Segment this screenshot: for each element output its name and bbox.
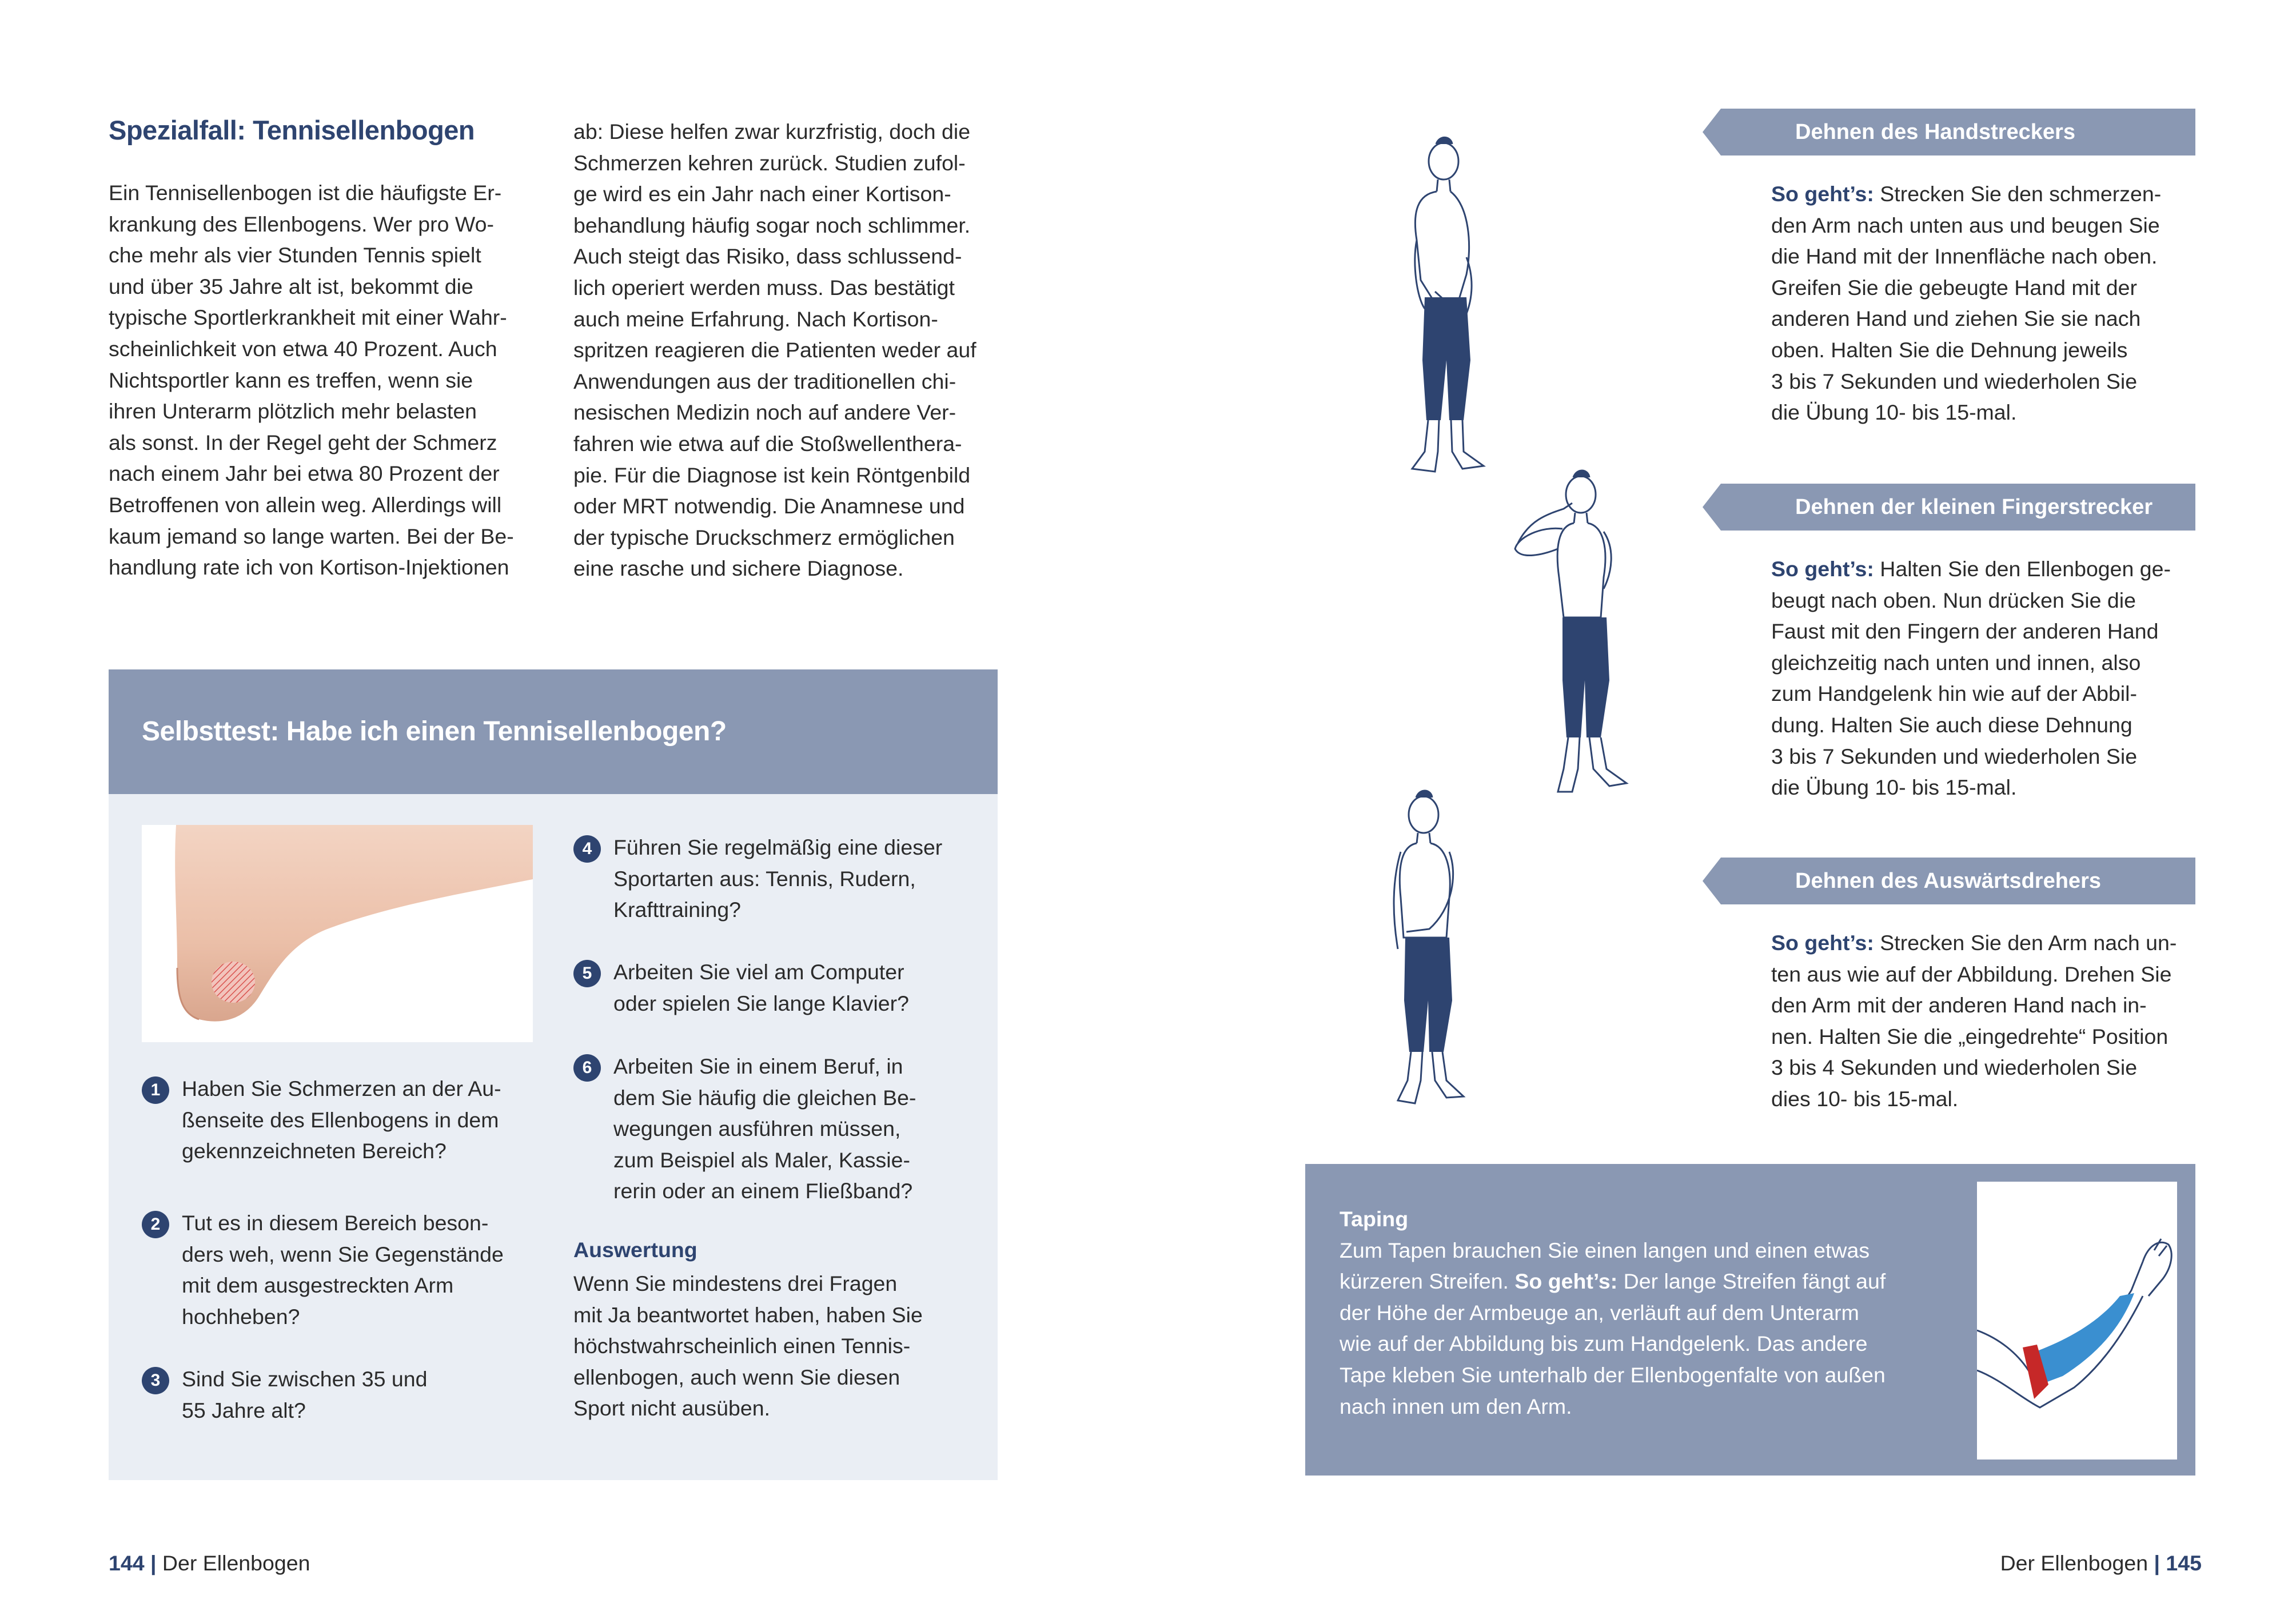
exercise-line-rest: Halten Sie den Ellenbogen ge-	[1874, 557, 2171, 581]
taping-title: Taping	[1340, 1207, 1409, 1231]
exercise-line: die Hand mit der Innenfläche nach oben.	[1771, 244, 2158, 269]
exercise-text-2	[1771, 553, 2217, 803]
body-line: Ein Tennisellenbogen ist die häufigste Er-	[109, 181, 502, 205]
question-line: zum Beispiel als Maler, Kassie-	[613, 1147, 910, 1172]
taping-line-2-post: Der lange Streifen fängt auf	[1617, 1269, 1886, 1294]
body-line: typische Sportlerkrankheit mit einer Wahr-	[109, 305, 507, 330]
taping-line: wie auf der Abbildung bis zum Handgelenk. Das andere	[1340, 1331, 1868, 1356]
taping-illustration	[1977, 1182, 2177, 1460]
question-line: ders weh, wenn Sie Gegenstände	[182, 1242, 504, 1266]
taping-so-gehts: So geht’s:	[1514, 1269, 1618, 1294]
exercise-line: 3 bis 4 Sekunden und wiederholen Sie	[1771, 1055, 2138, 1080]
exercise-line	[1771, 553, 2217, 585]
question-line: Sportarten aus: Tennis, Rudern,	[613, 866, 916, 891]
body-line: ab: Diese helfen zwar kurzfristig, doch die	[573, 119, 971, 143]
footer-left	[109, 1551, 310, 1576]
exercise-line: Faust mit den Fingern der anderen Hand	[1771, 619, 2159, 644]
exercise-line	[1771, 178, 2217, 210]
body-line: Auch steigt das Risiko, dass schlussend-	[573, 244, 962, 269]
body-line: scheinlichkeit von etwa 40 Prozent. Auch	[109, 336, 497, 361]
body-line: auch meine Erfahrung. Nach Kortison-	[573, 306, 938, 331]
page-number-right: 145	[2166, 1551, 2202, 1575]
question-text	[613, 1051, 979, 1207]
question-item	[142, 1207, 553, 1339]
exercise-text-3	[1771, 927, 2217, 1115]
body-line: fahren wie etwa auf die Stoßwellenthera-	[573, 431, 962, 456]
exercise-text-1	[1771, 178, 2217, 428]
question-item	[573, 1051, 985, 1214]
question-line: Tut es in diesem Bereich beson-	[182, 1211, 489, 1235]
exercise-tag-2: Dehnen der kleinen Fingerstrecker	[1721, 484, 2195, 531]
footer-right	[2000, 1551, 2202, 1576]
auswertung-line: ellenbogen, auch wenn Sie diesen	[573, 1365, 900, 1389]
exercise-line: 3 bis 7 Sekunden und wiederholen Sie	[1771, 744, 2138, 768]
question-line: dem Sie häufig die gleichen Be-	[613, 1085, 916, 1110]
taping-line: nach innen um den Arm.	[1340, 1394, 1572, 1418]
question-line: wegungen ausführen müssen,	[613, 1116, 901, 1141]
question-number-badge: 4	[573, 835, 601, 863]
question-number-badge: 6	[573, 1054, 601, 1082]
body-column-2	[573, 116, 1014, 584]
auswertung-title: Auswertung	[573, 1238, 697, 1262]
elbow-photo	[142, 825, 533, 1042]
body-line: nach einem Jahr bei etwa 80 Prozent der	[109, 461, 500, 486]
figure-handstrecker	[1372, 131, 1504, 486]
body-line: ihren Unterarm plötzlich mehr belasten	[109, 399, 477, 424]
body-line: oder MRT notwendig. Die Anamnese und	[573, 494, 965, 519]
selbsttest-title: Selbsttest: Habe ich einen Tennisellenbogen?	[142, 716, 727, 747]
question-line: Führen Sie regelmäßig eine dieser	[613, 835, 943, 859]
body-line: eine rasche und sichere Diagnose.	[573, 556, 904, 581]
footer-separator: |	[150, 1551, 157, 1575]
body-column-1	[109, 177, 543, 583]
body-line: Betroffenen von allein weg. Allerdings will	[109, 492, 502, 517]
question-item	[573, 832, 985, 932]
so-gehts-label: So geht’s:	[1771, 557, 1874, 581]
question-number-badge: 1	[142, 1076, 169, 1104]
body-line: ge wird es ein Jahr nach einer Kortison-	[573, 182, 951, 206]
taping-line-2-pre: kürzeren Streifen.	[1340, 1269, 1515, 1294]
pain-area-marker	[212, 962, 255, 1003]
auswertung-line: Sport nicht ausüben.	[573, 1396, 770, 1421]
page-number-left: 144	[109, 1551, 145, 1575]
question-number-badge: 2	[142, 1211, 169, 1238]
body-line: che mehr als vier Stunden Tennis spielt	[109, 243, 481, 268]
exercise-line-rest: Strecken Sie den schmerzen-	[1874, 182, 2162, 206]
question-line: ßenseite des Ellenbogens in dem	[182, 1107, 499, 1132]
figure-auswaertsdreher	[1366, 783, 1498, 1115]
question-text	[613, 956, 979, 1019]
body-line: Nichtsportler kann es treffen, wenn sie	[109, 368, 473, 392]
footer-chapter-left: Der Ellenbogen	[162, 1551, 310, 1575]
exercise-line: zum Handgelenk hin wie auf der Abbil-	[1771, 681, 2137, 706]
body-line: der typische Druckschmerz ermöglichen	[573, 525, 955, 549]
auswertung-line: Wenn Sie mindestens drei Fragen	[573, 1271, 898, 1295]
question-number-badge: 5	[573, 960, 601, 987]
question-line: Arbeiten Sie in einem Beruf, in	[613, 1054, 903, 1078]
body-line: als sonst. In der Regel geht der Schmerz	[109, 430, 497, 454]
body-line: handlung rate ich von Kortison-Injektionen	[109, 555, 509, 580]
so-gehts-label: So geht’s:	[1771, 182, 1874, 206]
exercise-line-rest: Strecken Sie den Arm nach un-	[1874, 931, 2177, 955]
body-line: nesischen Medizin noch auf andere Ver-	[573, 400, 956, 425]
body-line: lich operiert werden muss. Das bestätigt	[573, 275, 955, 300]
question-text	[182, 1207, 548, 1332]
body-line: kaum jemand so lange warten. Bei der Be-	[109, 524, 514, 548]
body-line: Anwendungen aus der traditionellen chi-	[573, 369, 956, 393]
question-line: rerin oder an einem Fließband?	[613, 1179, 913, 1203]
auswertung-text	[573, 1268, 974, 1424]
question-number-badge: 3	[142, 1367, 169, 1394]
exercise-line: Greifen Sie die gebeugte Hand mit der	[1771, 275, 2137, 300]
exercise-line	[1771, 927, 2217, 959]
question-item	[142, 1363, 553, 1432]
question-line: Krafttraining?	[613, 898, 742, 922]
question-line: hochheben?	[182, 1304, 300, 1329]
question-item	[142, 1073, 553, 1173]
figure-fingerstrecker	[1495, 463, 1644, 806]
exercise-line: beugt nach oben. Nun drücken Sie die	[1771, 588, 2136, 612]
question-line: oder spielen Sie lange Klavier?	[613, 991, 909, 1015]
taping-line-2	[1340, 1266, 1911, 1297]
question-line: Haben Sie Schmerzen an der Au-	[182, 1076, 501, 1100]
exercise-line: 3 bis 7 Sekunden und wiederholen Sie	[1771, 369, 2138, 393]
auswertung-line: höchstwahrscheinlich einen Tennis-	[573, 1334, 911, 1358]
footer-separator: |	[2154, 1551, 2160, 1575]
body-line: krankung des Ellenbogens. Wer pro Wo-	[109, 212, 494, 236]
auswertung-line: mit Ja beantwortet haben, haben Sie	[573, 1302, 923, 1327]
body-line: pie. Für die Diagnose ist kein Röntgenbild	[573, 462, 971, 487]
question-item	[573, 956, 985, 1025]
body-line: spritzen reagieren die Patienten weder auf	[573, 338, 976, 362]
taping-line: Tape kleben Sie unterhalb der Ellenbogenfalte von außen	[1340, 1362, 1886, 1387]
body-line: behandlung häufig sogar noch schlimmer.	[573, 213, 971, 237]
body-line: und über 35 Jahre alt ist, bekommt die	[109, 274, 473, 298]
exercise-line: den Arm nach unten aus und beugen Sie	[1771, 213, 2160, 237]
question-line: mit dem ausgestreckten Arm	[182, 1273, 454, 1298]
footer-chapter-right: Der Ellenbogen	[2000, 1551, 2148, 1575]
exercise-line: ten aus wie auf der Abbildung. Drehen Sie	[1771, 962, 2172, 986]
taping-line: der Höhe der Armbeuge an, verläuft auf dem Unterarm	[1340, 1300, 1859, 1325]
question-text	[613, 832, 979, 926]
exercise-line: den Arm mit der anderen Hand nach in-	[1771, 993, 2147, 1018]
exercise-tag-1: Dehnen des Handstreckers	[1721, 109, 2195, 155]
exercise-line: anderen Hand und ziehen Sie sie nach	[1771, 306, 2141, 331]
question-line: Sind Sie zwischen 35 und	[182, 1367, 428, 1391]
exercise-line: oben. Halten Sie die Dehnung jeweils	[1771, 337, 2128, 362]
question-text	[182, 1073, 548, 1167]
exercise-line: gleichzeitig nach unten und innen, also	[1771, 650, 2141, 675]
taping-text	[1340, 1203, 1911, 1422]
question-text	[182, 1363, 548, 1426]
exercise-line: die Übung 10- bis 15-mal.	[1771, 775, 2017, 800]
exercise-line: dung. Halten Sie auch diese Dehnung	[1771, 712, 2132, 737]
exercise-line: nen. Halten Sie die „eingedrehte“ Position	[1771, 1024, 2169, 1048]
section-heading: Spezialfall: Tennisellenbogen	[109, 115, 475, 145]
exercise-line: dies 10- bis 15-mal.	[1771, 1086, 1959, 1111]
question-line: gekennzeichneten Bereich?	[182, 1139, 447, 1163]
body-line: Schmerzen kehren zurück. Studien zufol-	[573, 150, 966, 175]
question-line: Arbeiten Sie viel am Computer	[613, 960, 904, 984]
question-line: 55 Jahre alt?	[182, 1398, 306, 1422]
taping-line: Zum Tapen brauchen Sie einen langen und einen etwas	[1340, 1238, 1870, 1262]
so-gehts-label: So geht’s:	[1771, 931, 1874, 955]
exercise-line: die Übung 10- bis 15-mal.	[1771, 400, 2017, 425]
exercise-tag-3: Dehnen des Auswärtsdrehers	[1721, 858, 2195, 904]
